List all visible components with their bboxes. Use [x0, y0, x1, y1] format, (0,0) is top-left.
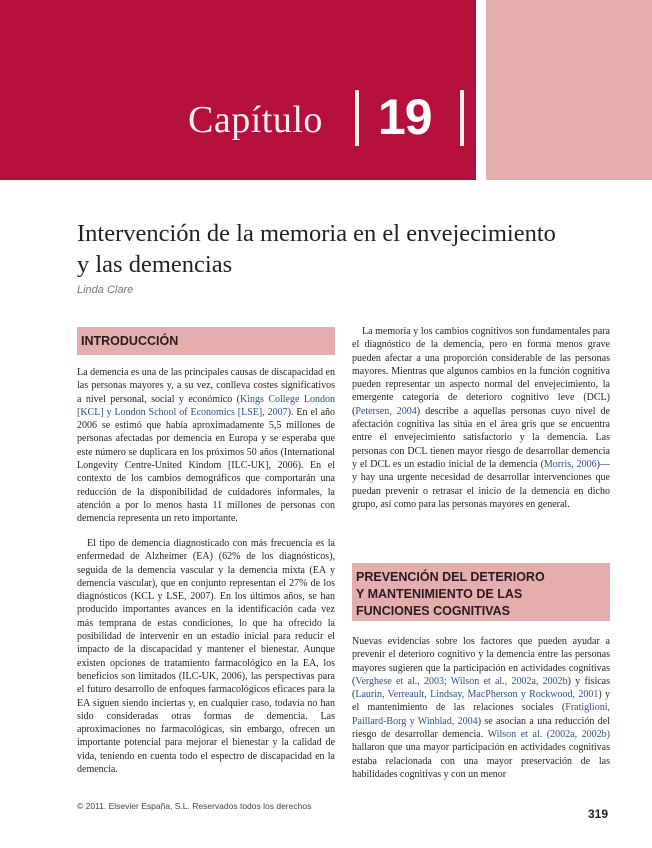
intro-paragraph-1	[77, 366, 335, 526]
heading-line: PREVENCIÓN DEL DETERIORO	[356, 570, 545, 584]
section-heading-intro: INTRODUCCIÓN	[77, 327, 335, 355]
citation-link[interactable]: Laurin, Verreault, Lindsay, MacPherson y Rockwood, 2001	[355, 689, 599, 701]
citation-link[interactable]: Morris, 2006	[543, 458, 597, 470]
text: Nuevas evidencias sobre los factores que pueden ayudar a prevenir el deterioro cognitivo y la demencia entre las personas mayores sugieren que la participación en actividades cognitivas (	[352, 636, 610, 687]
text: ). En el año 2006 se estimó que había aproximadamente 5,5 millones de personas afectadas por demencia en Europa y se esperaba que este número se duplicara en los próximos 50 años (International Longevity Centre-United Kindom [ILC-UK], 2006). En el contexto de los cambios demográficos que comportarán una reducción de la disponibilidad de cuidadores informales, la atención a por lo menos hasta 11 millones de personas con demencia representa un reto importante.	[77, 406, 336, 525]
prevention-paragraph-1	[352, 635, 610, 781]
page-number: 319	[588, 807, 609, 821]
heading-line: FUNCIONES COGNITIVAS	[356, 604, 510, 618]
text: La memoria y los cambios cognitivos son fundamentales para el diagnóstico de la demencia, pero en forma menos grave pueden afectar a una proporción considerable de las personas mayores. Mientras que algunos cambios en la función cognitiva pueden representar un aspecto normal del envejecimiento, la emergente categoría de deterioro cognitivo leve (DCL) (	[352, 326, 610, 417]
chapter-word: Capítulo	[188, 99, 323, 141]
text: ) se asocian a una reducción del riesgo de desarrollar demencia.	[352, 715, 610, 741]
citation-link[interactable]: Petersen, 2004	[355, 405, 417, 417]
citation-link[interactable]: Kings College London [KCL] y London School of Economics [LSE], 2007	[77, 393, 335, 418]
section-heading-prevention	[352, 563, 610, 621]
citation-link[interactable]: Fratiglioni, Paillard-Borg y Winblad, 2004	[352, 702, 610, 727]
intro-paragraph-3	[352, 325, 610, 511]
chapter-divider-right	[460, 90, 464, 146]
chapter-divider-left	[355, 90, 359, 146]
intro-paragraph-2	[77, 537, 335, 776]
citation-link[interactable]: Wilson et al. (2002a, 2002b)	[487, 729, 610, 741]
text: El tipo de demencia diagnosticado con más frecuencia es la enfermedad de Alzheimer (EA) (62% de los diagnósticos), seguida de la demencia vascular y la demencia mixta (EA y demencia vascular), que en conjunto representan el 27% de los diagnósticos (KCL y LSE, 2007). En los últimos años, se han producido importantes avances en la identificación cada vez más temprana de estas condiciones, lo que ha ofrecido la posibilidad de intervenir en un estadio inicial para reducir el impacto de la discapacidad y mantener el bienestar. Aunque existen opciones de tratamiento farmacológico en la EA, los beneficios son limitados (ILC-UK, 2006), las perspectivas para el futuro desarrollo de enfoques farmacológicos eficaces para la EA siguen siendo inciertas y, en cualquier caso, todavía no han sido consideradas otras formas de demencia. Las aproximaciones no farmacológicas, sin embargo, ofrecen un importante potencial para mejorar el bienestar y la calidad de vida, teniendo en cuenta todo el espectro de discapacidad en la demencia.	[77, 538, 335, 776]
text: ) y el mantenimiento de las relaciones sociales (	[352, 689, 610, 714]
text: )— y hay una urgente necesidad de desarrollar intervenciones que puedan prevenir o retrasar el inicio de la demencia en dicho grupo, así como para las personas mayores en general.	[352, 458, 610, 510]
text: La demencia es una de las principales causas de discapacidad en las personas mayores y, a su vez, conlleva costes significativos a nivel personal, social y económico (	[77, 367, 335, 405]
chapter-title	[77, 218, 617, 280]
text: hallaron que una mayor participación en actividades cognitivas estaba relacionada con una mayor preservación de las habilidades cognitivas y con un menor	[352, 742, 610, 780]
title-line-1: Intervención de la memoria en el envejecimiento	[77, 220, 556, 247]
copyright-notice: © 2011. Elsevier España, S.L. Reservados todos los derechos	[77, 801, 312, 811]
chapter-banner-accent	[486, 0, 652, 180]
text: ) describe a aquellas personas cuyo nivel de afectación cognitiva las sitúa en el área gris que se encuentra entre el envejecimiento satisfactorio y la demencia. Las personas con DCL tienen mayor riesgo de desarrollar demencia y el DCL es un estadio inicial de la demencia (	[352, 405, 610, 470]
text: ) y físicas (	[352, 675, 610, 701]
title-line-2: y las demencias	[77, 251, 233, 278]
heading-line: Y MANTENIMIENTO DE LAS	[356, 587, 523, 601]
chapter-number: 19	[378, 89, 432, 145]
author: Linda Clare	[77, 284, 134, 296]
citation-link[interactable]: Verghese et al., 2003; Wilson et al., 2002a, 2002b	[355, 675, 568, 687]
